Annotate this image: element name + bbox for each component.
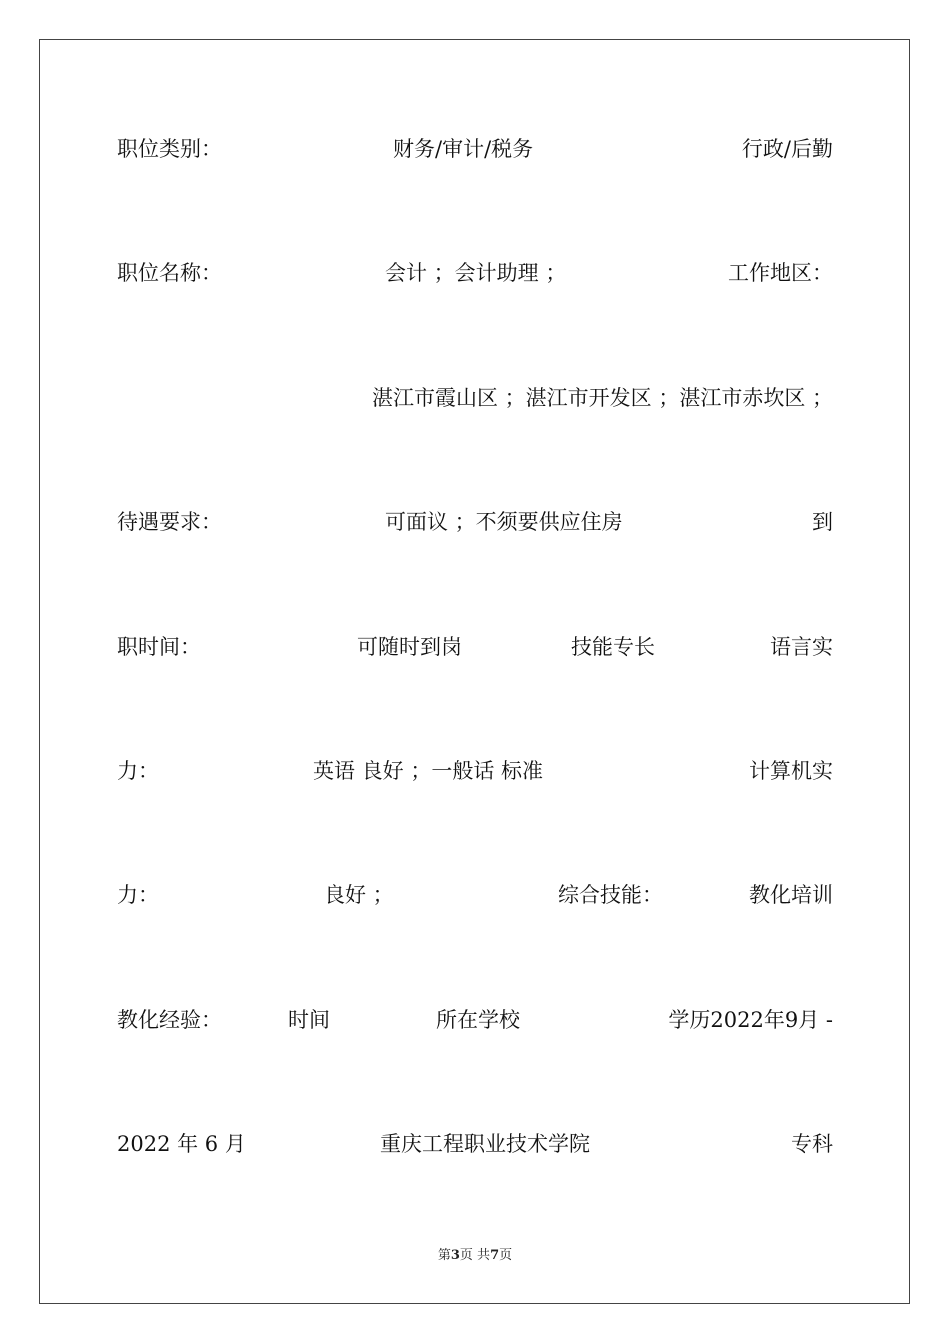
education-col-school: 所在学校 [436,1008,520,1032]
education-label: 教化经验： [117,1008,222,1032]
work-area-line [117,383,833,413]
arrival-line [117,632,833,662]
education-row-line [117,1129,833,1159]
footer-mid: 页 共 [459,1248,491,1263]
job-category-value-2: 行政/后勤 [741,137,833,161]
skills-label: 技能专长 [571,635,655,659]
general-skills-value: 教化培训 [749,883,833,907]
job-category-label: 职位类别： [117,137,222,161]
footer-suffix: 页 [499,1248,513,1263]
job-title-line [117,258,833,288]
footer-total-pages: 7 [490,1248,500,1263]
language-line [117,756,833,786]
computer-value: 良好 ； [324,883,394,907]
computer-label-end: 力： [117,883,159,907]
salary-label: 待遇要求： [117,510,222,534]
job-category-value-1: 财务/审计/税务 [393,137,534,161]
page-border [39,39,910,1304]
general-skills-label: 综合技能： [558,883,663,907]
job-title-value: 会计 ；会计助理 ； [385,261,567,285]
language-value: 英语 良好 ；一般话 标准 [313,759,544,783]
work-area-value: 湛江市霞山区 ；湛江市开发区 ；湛江市赤坎区 ； [371,386,833,410]
arrival-label-end: 职时间： [117,635,201,659]
job-title-label: 职位名称： [117,261,222,285]
education-degree: 专科 [791,1132,833,1156]
footer-page-number: 3 [450,1248,460,1263]
arrival-value: 可随时到岗 [357,635,462,659]
work-area-label: 工作地区： [728,261,833,285]
salary-line [117,507,833,537]
education-school: 重庆工程职业技术学院 [380,1132,590,1156]
computer-label-start: 计算机实 [749,759,833,783]
footer-prefix: 第 [437,1248,451,1263]
education-col-degree-and-start: 学历2022年9月 - [668,1008,833,1032]
education-col-time: 时间 [288,1008,330,1032]
language-label-end: 力： [117,759,159,783]
computer-line [117,880,833,910]
language-label-start: 语言实 [770,635,833,659]
job-category-line [117,134,833,164]
arrival-label-start: 到 [812,510,833,534]
education-header-line [117,1005,833,1035]
education-end-date: 2022 年 6 月 [117,1132,246,1156]
salary-value: 可面议 ；不须要供应住房 [385,510,623,534]
page-footer [0,1247,950,1265]
